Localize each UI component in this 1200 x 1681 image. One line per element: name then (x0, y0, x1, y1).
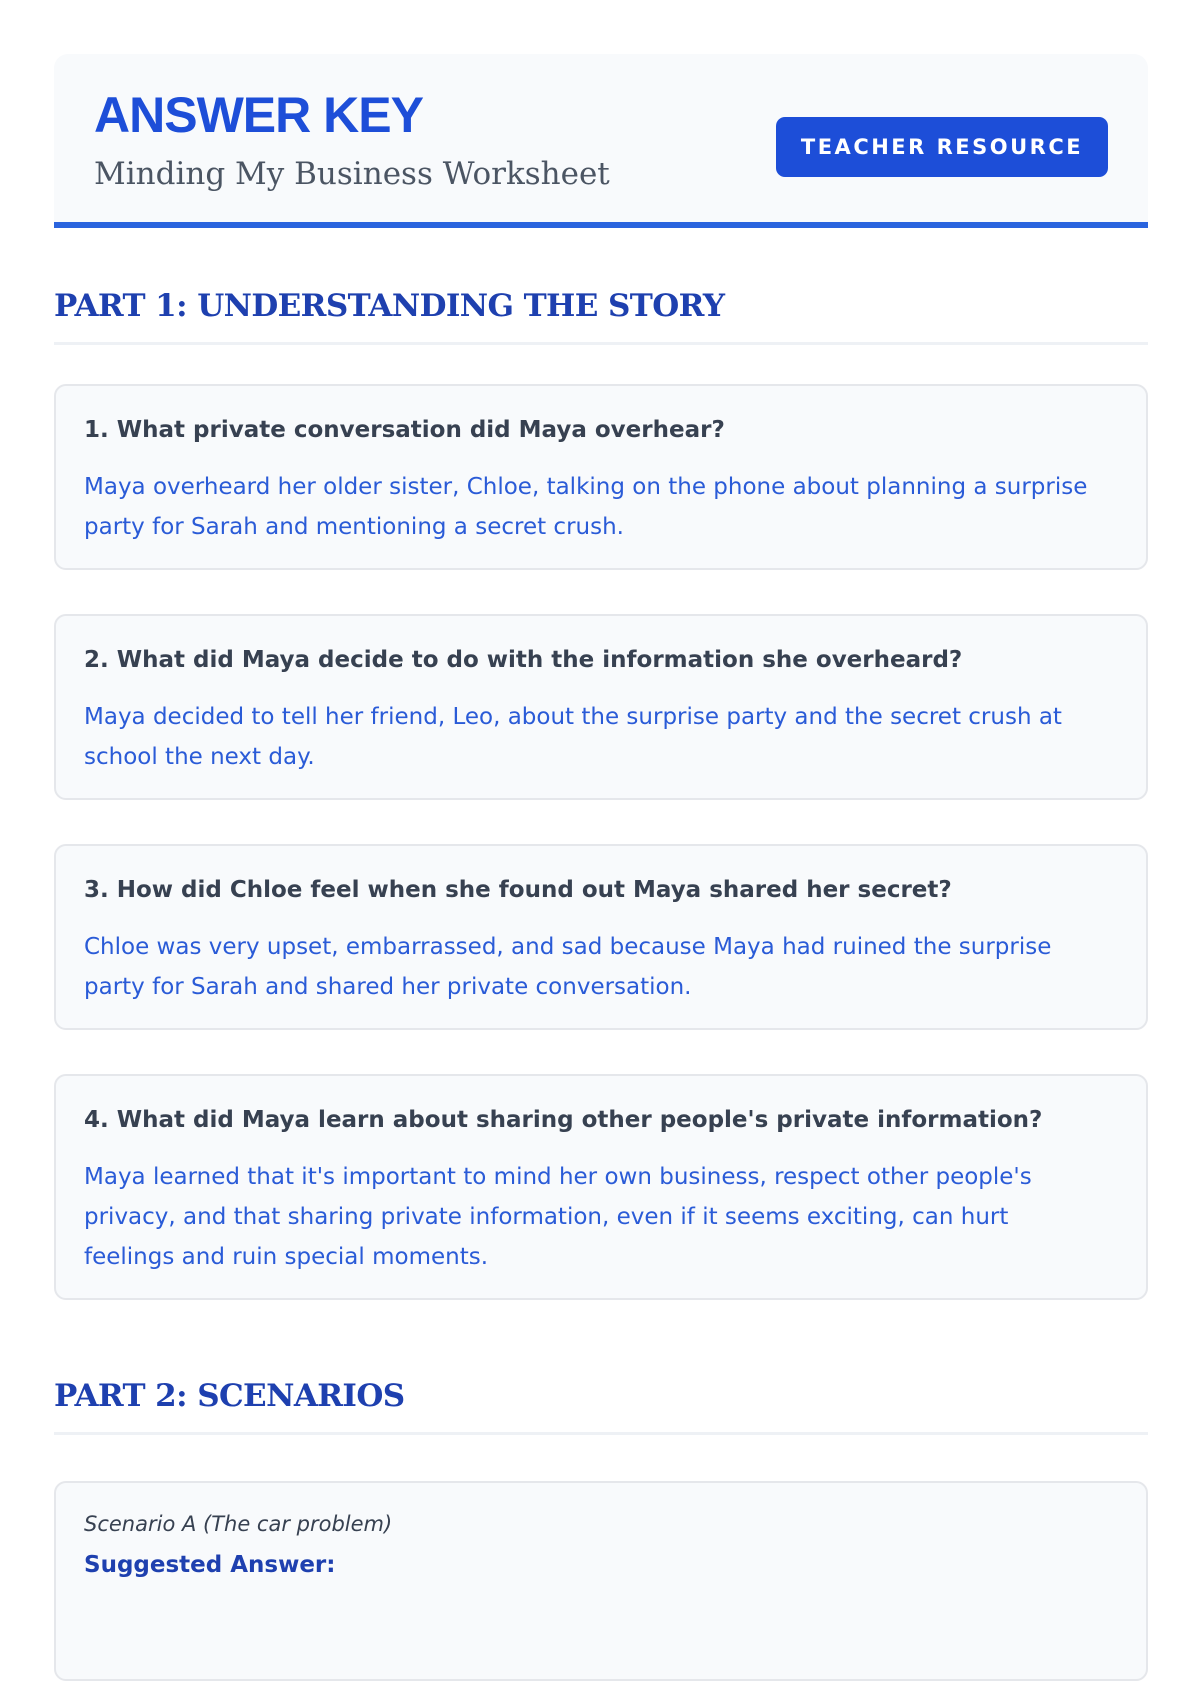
answer-2: Maya decided to tell her friend, Leo, about the surprise party and the secret crush at school the next day. (84, 703, 1062, 770)
part1-heading: PART 1: UNDERSTANDING THE STORY (54, 291, 1148, 345)
question-2: 2. What did Maya decide to do with the information she overheard? (84, 647, 963, 673)
question-1: 1. What private conversation did Maya overhear? (84, 417, 725, 443)
page-title: ANSWER KEY (94, 87, 423, 143)
answer-4: Maya learned that it's important to mind her own business, respect other people's privacy, and that sharing private information, even if it seems exciting, can hurt feelings and ruin special moments. (84, 1163, 1032, 1270)
question-4: 4. What did Maya learn about sharing other people's private information? (84, 1107, 1043, 1133)
answer-3: Chloe was very upset, embarrassed, and sad because Maya had ruined the surprise party for Sarah and shared her private conversation. (84, 933, 1052, 1000)
answer-key-page (54, 54, 1148, 1579)
scenario-a-label: Scenario A (The car problem) (84, 1512, 393, 1536)
question-card-3 (54, 844, 1148, 1030)
suggested-answer-label: Suggested Answer: (84, 1552, 336, 1579)
question-card-1 (54, 384, 1148, 570)
scenario-card-a (54, 1481, 1148, 1681)
answer-1: Maya overheard her older sister, Chloe, talking on the phone about planning a surprise party for Sarah and mentioning a secret crush. (84, 473, 1088, 540)
header (54, 54, 1148, 228)
part2-heading: PART 2: SCENARIOS (54, 1381, 1148, 1435)
question-card-2 (54, 614, 1148, 800)
question-3: 3. How did Chloe feel when she found out Maya shared her secret? (84, 877, 952, 903)
teacher-resource-badge: TEACHER RESOURCE (776, 117, 1108, 177)
question-card-4 (54, 1074, 1148, 1300)
page-subtitle: Minding My Business Worksheet (94, 156, 610, 192)
